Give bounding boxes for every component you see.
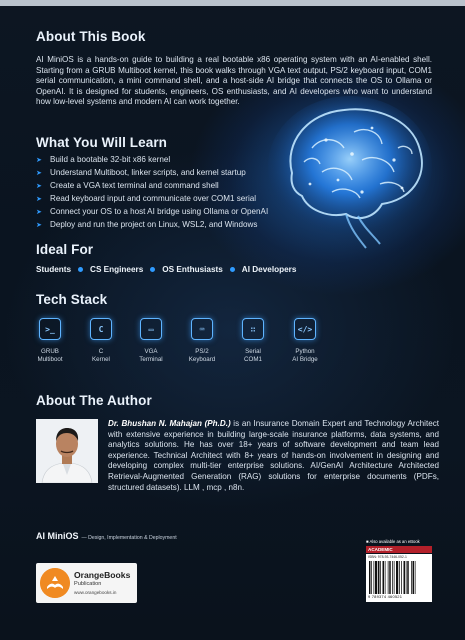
tagline-title: AI MiniOS	[36, 531, 79, 541]
tech-label: VGA	[144, 348, 158, 355]
tech-item-grub	[25, 318, 75, 363]
tech-item-c	[76, 318, 126, 363]
vga-connector-icon: ▭	[140, 318, 162, 340]
learn-item: ➤ Build a bootable 32-bit x86 kernel	[36, 154, 268, 167]
about-author-heading: About The Author	[36, 393, 152, 408]
tech-item-serial	[228, 318, 278, 363]
bullet-dot-icon	[150, 267, 155, 272]
audience-item: Students	[36, 265, 72, 274]
serial-port-icon: ∷	[242, 318, 264, 340]
tech-label: Serial	[245, 348, 261, 355]
ideal-heading: Ideal For	[36, 242, 94, 257]
author-photo	[36, 419, 98, 483]
learn-list	[36, 154, 268, 232]
isbn-text: ISBN: 978-93-7446-052-1	[368, 555, 407, 559]
arrow-icon: ➤	[36, 209, 42, 216]
tech-label: Keyboard	[188, 355, 216, 363]
learn-item: ➤ Read keyboard input and communicate over COM1 serial	[36, 193, 268, 206]
arrow-icon: ➤	[36, 157, 42, 164]
arrow-icon: ➤	[36, 222, 42, 229]
tech-label: Terminal	[139, 355, 163, 363]
ebook-icon: ■	[366, 539, 370, 544]
tagline-subtitle: — Design, Implementation & Deployment	[81, 535, 177, 541]
tech-label: Python	[295, 348, 315, 355]
barcode-graphic	[369, 561, 429, 594]
tech-item-vga	[126, 318, 176, 363]
about-book-heading: About This Book	[36, 29, 146, 44]
code-file-icon: </>	[294, 318, 316, 340]
orangebooks-logo-icon	[40, 568, 70, 598]
learn-item: ➤ Deploy and run the project on Linux, WSL2, and Windows	[36, 219, 268, 232]
about-book-text: AI MiniOS is a hands-on guide to building a real bootable x86 operating system with an AI-enabled shell. Starting from a GRUB Multiboot kernel, this book walks through VGA text output, PS/2 keyboard input, COM1 serial communication, a mini command shell, and a host-side AI bridge that connects the OS to Ollama or OpenAI. It is designed for students, engineers, OS enthusiasts, and AI developers who want to understand how low-level systems and modern AI can work together.	[36, 55, 432, 107]
author-bio-text: is an Insurance Domain Expert and Technology Architect with extensive experience in building large-scale insurance platforms, data systems, and analytics solutions. He has over 18+ years of software development and team lead experience. Technical Architect with 8+ years of hands-on involvement in designing and developing complex multi-tier enterprise solutions. AI/GenAI Architecture Architected Retrieval-Augmented Generation (RAG) solutions for enterprise documents (PDFs, structured datasets). LLM , mcp , n8n.	[108, 419, 439, 492]
tech-item-ps2	[177, 318, 227, 363]
glowing-brain-illustration	[262, 88, 442, 258]
publisher-logo-box	[36, 563, 137, 603]
learn-item: ➤ Connect your OS to a host AI bridge using Ollama or OpenAI	[36, 206, 268, 219]
arrow-icon: ➤	[36, 170, 42, 177]
tech-label: PS/2	[195, 348, 209, 355]
top-stripe	[0, 0, 465, 6]
bullet-dot-icon	[78, 267, 83, 272]
learn-heading: What You Will Learn	[36, 135, 168, 150]
publisher-name: OrangeBooks	[74, 570, 131, 580]
audience-item: CS Engineers	[90, 265, 144, 274]
barcode-box	[366, 554, 432, 602]
tech-label: C	[98, 348, 104, 355]
ebook-note: ■ Also available as an eBook	[366, 539, 420, 544]
author-name: Dr. Bhushan N. Mahajan (Ph.D.)	[108, 419, 231, 428]
tech-stack-heading: Tech Stack	[36, 292, 108, 307]
arrow-icon: ➤	[36, 183, 42, 190]
ideal-audience-list	[36, 265, 296, 274]
terminal-icon: >_	[39, 318, 61, 340]
tech-label: AI Bridge	[292, 355, 318, 363]
tech-label: Kernel	[92, 355, 110, 363]
publisher-subtitle: Publication	[74, 581, 102, 587]
audience-item: OS Enthusiasts	[162, 265, 223, 274]
learn-item: ➤ Understand Multiboot, linker scripts, and kernel startup	[36, 167, 268, 180]
audience-item: AI Developers	[241, 265, 297, 274]
keyboard-icon: ⌨	[191, 318, 213, 340]
tech-label: Multiboot	[37, 355, 63, 363]
genre-band: ACADEMIC	[366, 546, 432, 553]
barcode-number: 9 789374 460521	[368, 594, 403, 599]
bullet-dot-icon	[230, 267, 235, 272]
publisher-url: www.orangebooks.in	[74, 590, 117, 595]
tech-label: GRUB	[41, 348, 59, 355]
c-language-icon: C	[90, 318, 112, 340]
book-tagline	[36, 526, 177, 544]
tech-label: COM1	[244, 355, 262, 363]
arrow-icon: ➤	[36, 196, 42, 203]
tech-item-python	[280, 318, 330, 363]
learn-item: ➤ Create a VGA text terminal and command shell	[36, 180, 268, 193]
